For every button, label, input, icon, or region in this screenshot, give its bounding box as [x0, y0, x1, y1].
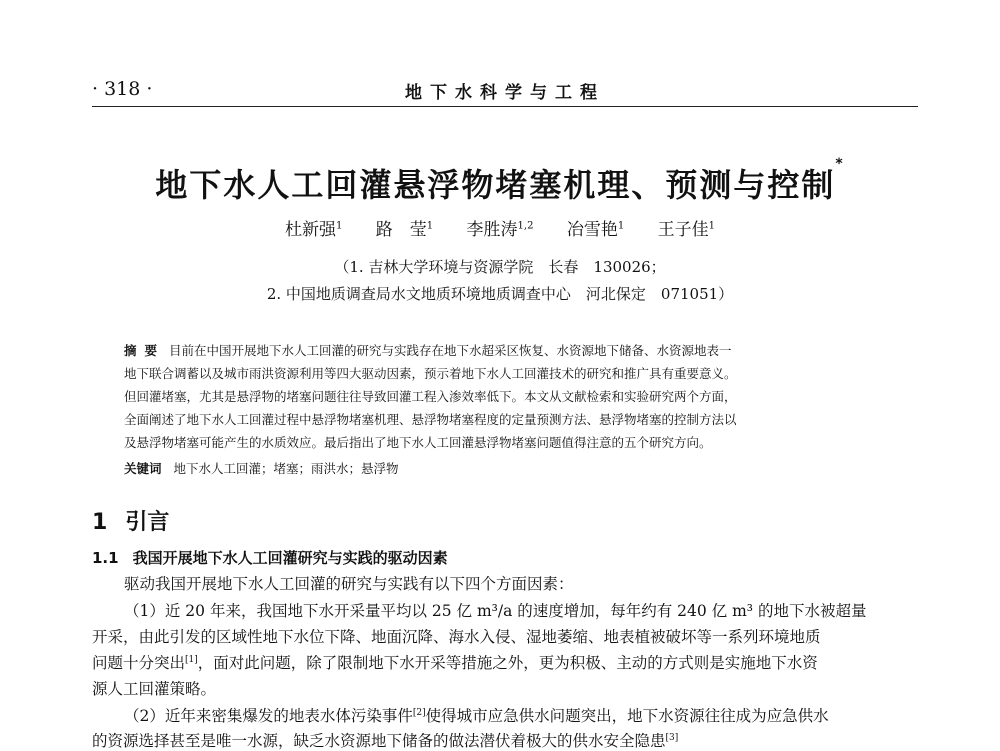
subsection-heading: 1.1 我国开展地下水人工回灌研究与实践的驱动因素 [92, 549, 448, 567]
keywords-text: 地下水人工回灌；堵塞；雨洪水；悬浮物 [173, 461, 399, 476]
abstract-line: 但回灌堵塞，尤其是悬浮物的堵塞问题往往导致回灌工程入渗效率低下。本文从文献检索和实验研究两个方面， [124, 389, 737, 404]
body-line: 的资源选择甚至是唯一水源，缺乏水资源地下储备的做法潜伏着极大的供水安全隐患[3] [92, 732, 679, 750]
keywords-label: 关键词 [124, 461, 162, 476]
author: 路 莹$^1$ [375, 220, 434, 240]
citation: [1] [185, 654, 198, 665]
citation: [3] [665, 732, 679, 743]
journal-name: 地下水科学与工程 [405, 83, 605, 103]
body-line: 问题十分突出[1]，面对此问题，除了限制地下水开采等措施之外，更为积极、主动的方式则是实施地下水资 [92, 654, 818, 672]
body-line: 驱动我国开展地下水人工回灌的研究与实践有以下四个方面因素： [124, 575, 574, 593]
abstract-line: 全面阐述了地下水人工回灌过程中悬浮物堵塞机理、悬浮物堵塞程度的定量预测方法、悬浮物堵塞的控制方法以 [124, 412, 737, 427]
paper-title [0, 156, 1000, 206]
title-text: 地下水人工回灌悬浮物堵塞机理、预测与控制 [155, 166, 836, 204]
section-heading: 1 引言 [92, 510, 170, 535]
body-line: （2）近年来密集爆发的地表水体污染事件[2]使得城市应急供水问题突出，地下水资源往往成为应急供水 [124, 707, 829, 725]
page-number: · 318 · [92, 78, 153, 100]
author: 杜新强$^1$ [284, 220, 343, 240]
abstract-line: 摘要 目前在中国开展地下水人工回灌的研究与实践存在地下水超采区恢复、水资源地下储备、水资源地表一 [124, 343, 732, 358]
header-rule [92, 106, 918, 107]
keywords [124, 458, 880, 481]
abstract-line: 地下联合调蓄以及城市雨洪资源利用等四大驱动因素，预示着地下水人工回灌技术的研究和推广具有重要意义。 [124, 366, 737, 381]
abstract-label: 摘要 [124, 343, 166, 358]
author-list [0, 215, 1000, 240]
citation: [2] [412, 707, 426, 718]
affiliation-2: 2. 中国地质调查局水文地质环境地质调查中心 河北保定 071051） [266, 285, 734, 303]
author: 李胜涛$^{1,2}$ [466, 220, 534, 240]
author: 冶雪艳$^1$ [566, 220, 625, 240]
body-line: 开采，由此引发的区域性地下水位下降、地面沉降、海水入侵、湿地萎缩、地表植被破坏等一系列环境地质 [92, 628, 821, 646]
body-line: 源人工回灌策略。 [92, 680, 217, 698]
author: 王子佳$^1$ [657, 220, 716, 240]
abstract-line: 及悬浮物堵塞可能产生的水质效应。最后指出了地下水人工回灌悬浮物堵塞问题值得注意的五个研究方向。 [124, 435, 712, 450]
running-header [92, 78, 918, 104]
title-footnote-mark: * [835, 156, 845, 172]
body-line: （1）近 20 年来，我国地下水开采量平均以 25 亿 m³/a 的速度增加，每年约有 240 亿 m³ 的地下水被超量 [124, 602, 867, 620]
affiliation-1: （1. 吉林大学环境与资源学院 长春 130026； [334, 258, 666, 276]
